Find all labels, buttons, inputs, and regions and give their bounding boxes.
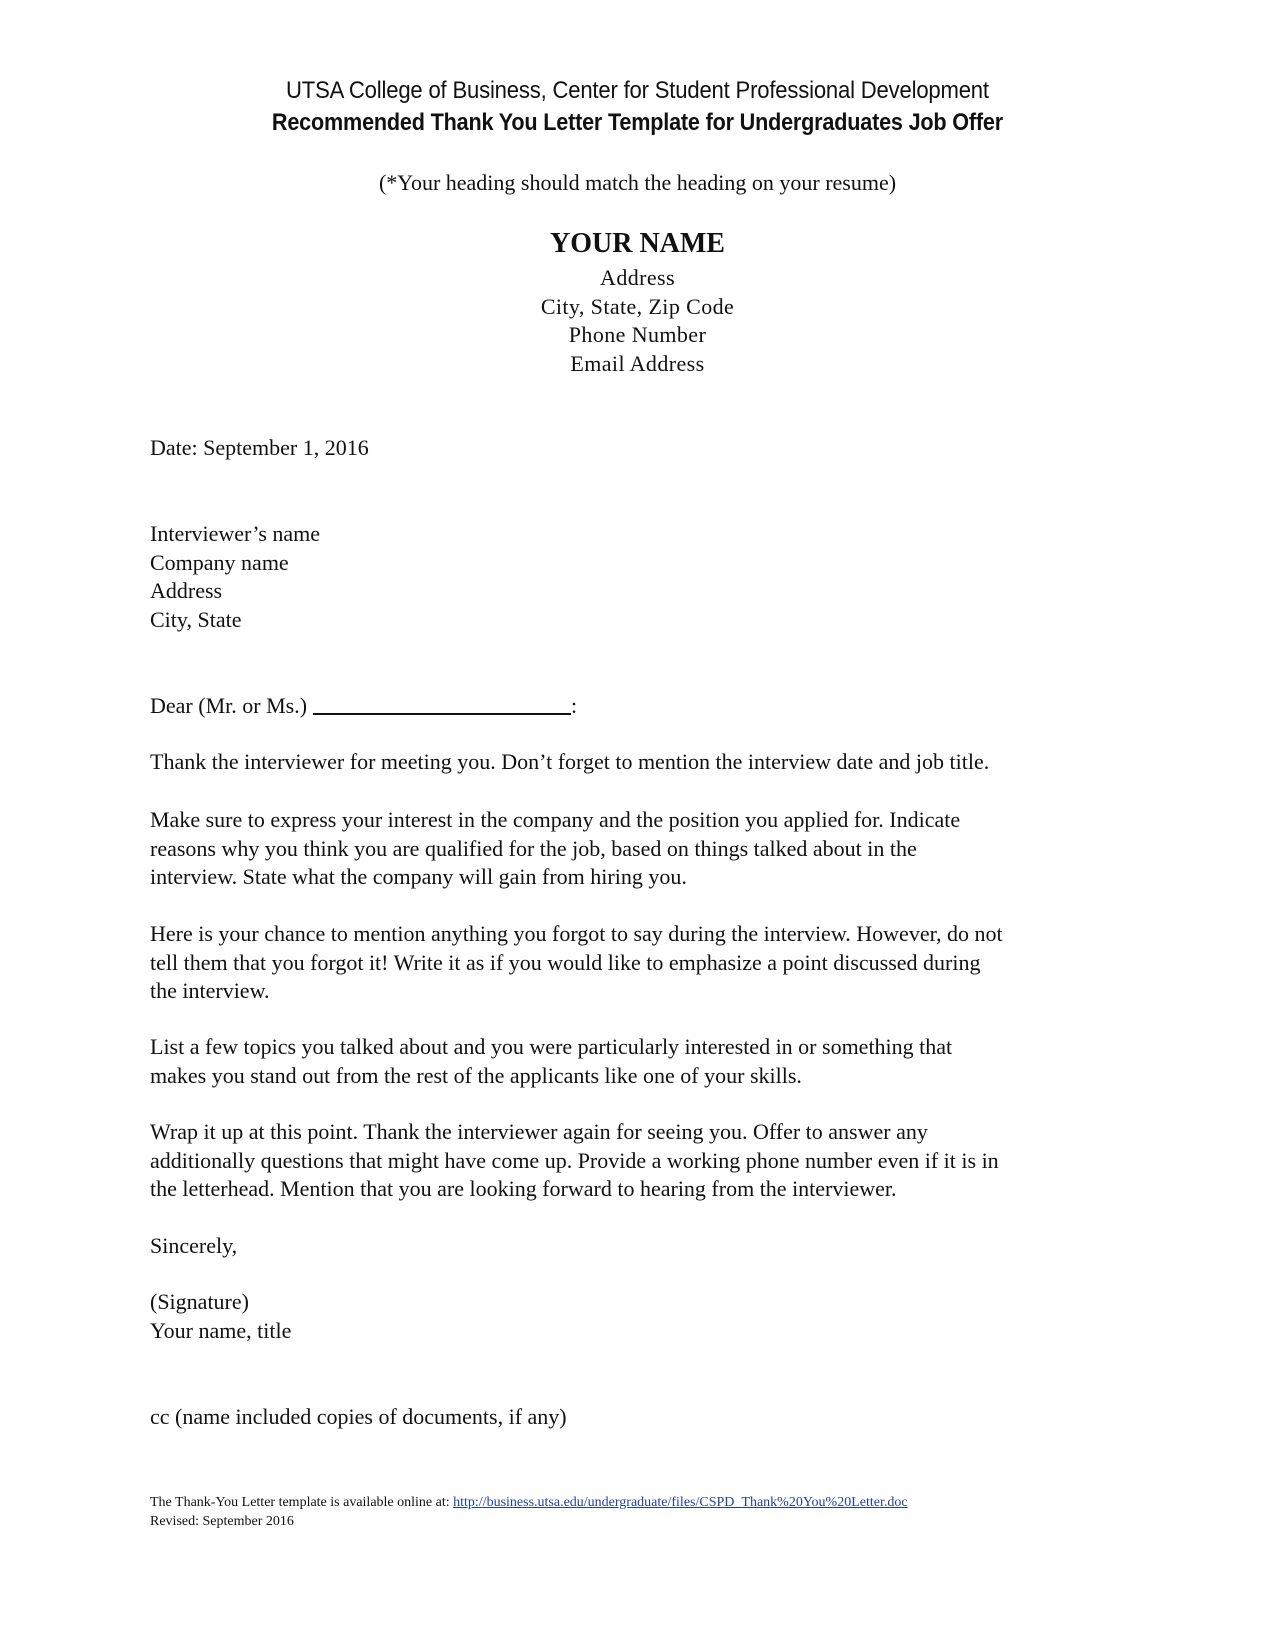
- sender-contact-block: [0, 264, 1275, 378]
- footer-availability-text: The Thank-You Letter template is available online at:: [150, 1495, 454, 1510]
- organization-line: UTSA College of Business, Center for Student Professional Development: [286, 77, 989, 104]
- paragraph-line: Make sure to express your interest in the company and the position you applied for. Indicate: [150, 807, 961, 832]
- recipient-block: [150, 520, 1140, 634]
- recipient-interviewer: Interviewer’s name: [150, 521, 321, 546]
- cc-line: cc (name included copies of documents, if any): [150, 1404, 567, 1429]
- salutation: [150, 692, 1140, 721]
- paragraph-line: Here is your chance to mention anything you forgot to say during the interview. However, do not: [150, 921, 1003, 946]
- sender-city-state-zip: City, State, Zip Code: [540, 293, 735, 319]
- sender-email: Email Address: [570, 350, 705, 376]
- paragraph-1: [150, 748, 1140, 777]
- paragraph-line: Wrap it up at this point. Thank the interviewer again for seeing you. Offer to answer any: [150, 1119, 928, 1144]
- paragraph-line: reasons why you think you are qualified for the job, based on things talked about in the: [150, 835, 917, 861]
- salutation-prefix: Dear (Mr. or Ms.): [150, 693, 308, 718]
- closing-sincerely: Sincerely,: [150, 1233, 238, 1258]
- paragraph-line: additionally questions that might have come up. Provide a working phone number even if it is in: [150, 1147, 999, 1173]
- signature-placeholder: (Signature): [150, 1289, 249, 1314]
- heading-note: (*Your heading should match the heading on your resume): [378, 170, 897, 195]
- paragraph-line: Thank the interviewer for meeting you. Don’t forget to mention the interview date and job title.: [150, 749, 990, 774]
- date-line: Date: September 1, 2016: [150, 435, 369, 460]
- paragraph-3: [150, 920, 1140, 1006]
- sender-phone: Phone Number: [568, 322, 707, 348]
- paragraph-line: List a few topics you talked about and you were particularly interested in or something that: [150, 1034, 953, 1059]
- salutation-blank-line: [313, 693, 571, 715]
- document-title: Recommended Thank You Letter Template for Undergraduates Job Offer: [271, 109, 1003, 136]
- recipient-address: Address: [150, 578, 223, 604]
- paragraph-line: makes you stand out from the rest of the applicants like one of your skills.: [150, 1062, 802, 1088]
- paragraph-2: [150, 806, 1140, 892]
- recipient-company: Company name: [150, 549, 289, 575]
- paragraph-line: the letterhead. Mention that you are looking forward to hearing from the interviewer.: [150, 1176, 897, 1202]
- signer-name-title: Your name, title: [150, 1317, 292, 1343]
- template-download-link[interactable]: http://business.utsa.edu/undergraduate/files/CSPD_Thank%20You%20Letter.doc: [453, 1495, 908, 1510]
- paragraph-4: [150, 1033, 1140, 1090]
- footer: [150, 1493, 908, 1531]
- footer-revised: Revised: September 2016: [150, 1514, 294, 1529]
- signature-block: [150, 1288, 1140, 1345]
- paragraph-line: tell them that you forgot it! Write it as if you would like to emphasize a point discussed during: [150, 949, 981, 975]
- sender-address: Address: [600, 265, 675, 290]
- footer-availability: [150, 1493, 908, 1512]
- paragraph-line: interview. State what the company will gain from hiring you.: [150, 864, 687, 890]
- paragraph-5: [150, 1118, 1140, 1204]
- sender-name: YOUR NAME: [550, 228, 725, 259]
- salutation-suffix: :: [571, 693, 578, 718]
- recipient-city-state: City, State: [150, 606, 242, 632]
- paragraph-line: the interview.: [150, 978, 270, 1004]
